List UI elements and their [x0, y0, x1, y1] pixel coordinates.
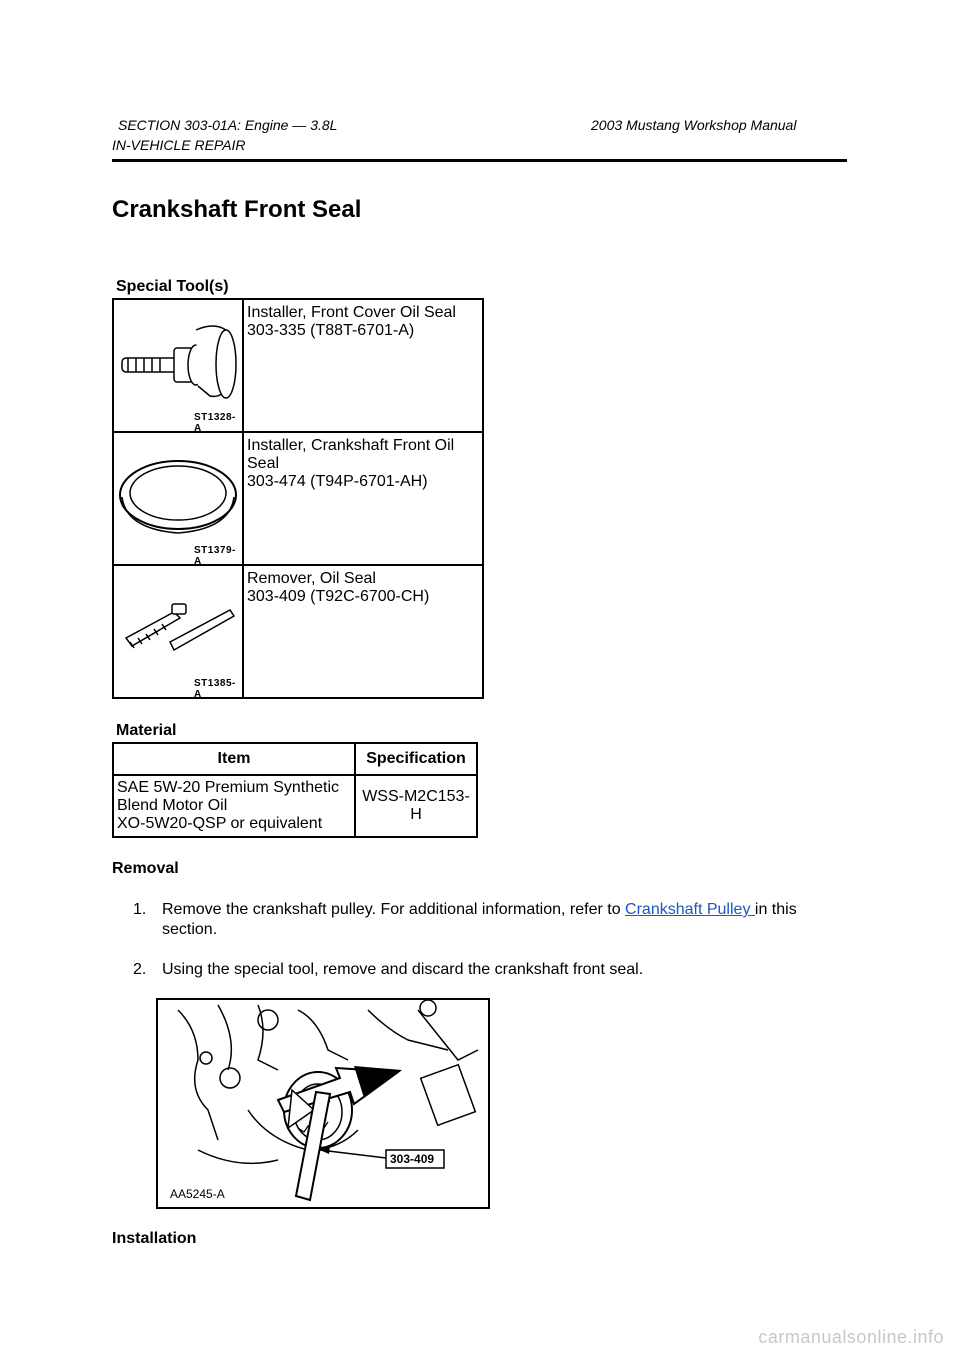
step-1-text-before: Remove the crankshaft pulley. For additional information, refer to	[162, 901, 626, 918]
tool-row	[113, 299, 483, 432]
material-heading: Material	[116, 722, 177, 739]
tool-image-label: ST1328-A	[194, 412, 236, 434]
page-title: Crankshaft Front Seal	[112, 196, 362, 223]
material-row	[113, 775, 477, 837]
figure-label: AA5245-A	[170, 1187, 225, 1201]
step-2-number: 2.	[133, 961, 147, 978]
seal-installer-illustration	[114, 300, 242, 426]
special-tools-table	[112, 298, 484, 699]
tool-name: Remover, Oil Seal	[247, 570, 376, 587]
material-spec	[355, 775, 477, 837]
removal-figure	[156, 998, 490, 1209]
special-tools-heading: Special Tool(s)	[116, 278, 229, 295]
crankshaft-pulley-link[interactable]: Crankshaft Pulley	[625, 901, 755, 918]
step-2-text: Using the special tool, remove and discard the crankshaft front seal.	[162, 961, 644, 978]
step-1-text	[162, 900, 822, 920]
tool-number: 303-409 (T92C-6700-CH)	[247, 588, 430, 605]
tool-image-label: ST1379-A	[194, 545, 236, 567]
spec-line: WSS-M2C153-	[362, 788, 470, 805]
col-spec-header: Specification	[355, 743, 477, 775]
header-rule	[112, 159, 847, 162]
spec-line: H	[410, 806, 422, 823]
col-item-header: Item	[113, 743, 355, 775]
engine-seal-removal-illustration	[158, 1000, 488, 1207]
item-line: XO-5W20-QSP or equivalent	[117, 815, 323, 832]
step-1-text-cont: section.	[162, 921, 218, 938]
seal-remover-illustration	[114, 566, 242, 692]
tool-number: 303-474 (T94P-6701-AH)	[247, 473, 428, 490]
subsection-header: IN-VEHICLE REPAIR	[112, 137, 246, 153]
material-table	[112, 742, 478, 838]
tool-number: 303-335 (T88T-6701-A)	[247, 322, 415, 339]
tool-row	[113, 565, 483, 698]
watermark: carmanualsonline.info	[758, 1327, 944, 1347]
tool-description	[243, 432, 483, 565]
tool-image-cell	[113, 432, 243, 565]
step-1-text-after: in this	[754, 901, 797, 918]
material-header-row	[113, 743, 477, 775]
manual-title: 2003 Mustang Workshop Manual	[591, 117, 797, 133]
section-header: SECTION 303-01A: Engine — 3.8L	[118, 117, 338, 133]
installation-heading: Installation	[112, 1230, 197, 1247]
item-line: SAE 5W-20 Premium Synthetic	[117, 779, 340, 796]
tool-name: Installer, Crankshaft Front Oil	[247, 437, 455, 454]
tool-image-cell	[113, 299, 243, 432]
material-item	[113, 775, 355, 837]
tool-description	[243, 299, 483, 432]
item-line: Blend Motor Oil	[117, 797, 228, 814]
tool-row	[113, 432, 483, 565]
removal-heading: Removal	[112, 860, 179, 877]
tool-description	[243, 565, 483, 698]
figure-callout: 303-409	[390, 1152, 435, 1166]
tool-name: Installer, Front Cover Oil Seal	[247, 304, 456, 321]
seal-ring-illustration	[114, 433, 242, 559]
tool-image-label: ST1385-A	[194, 678, 236, 700]
tool-image-cell	[113, 565, 243, 698]
step-1-number: 1.	[133, 901, 147, 918]
tool-name-cont: Seal	[247, 455, 280, 472]
